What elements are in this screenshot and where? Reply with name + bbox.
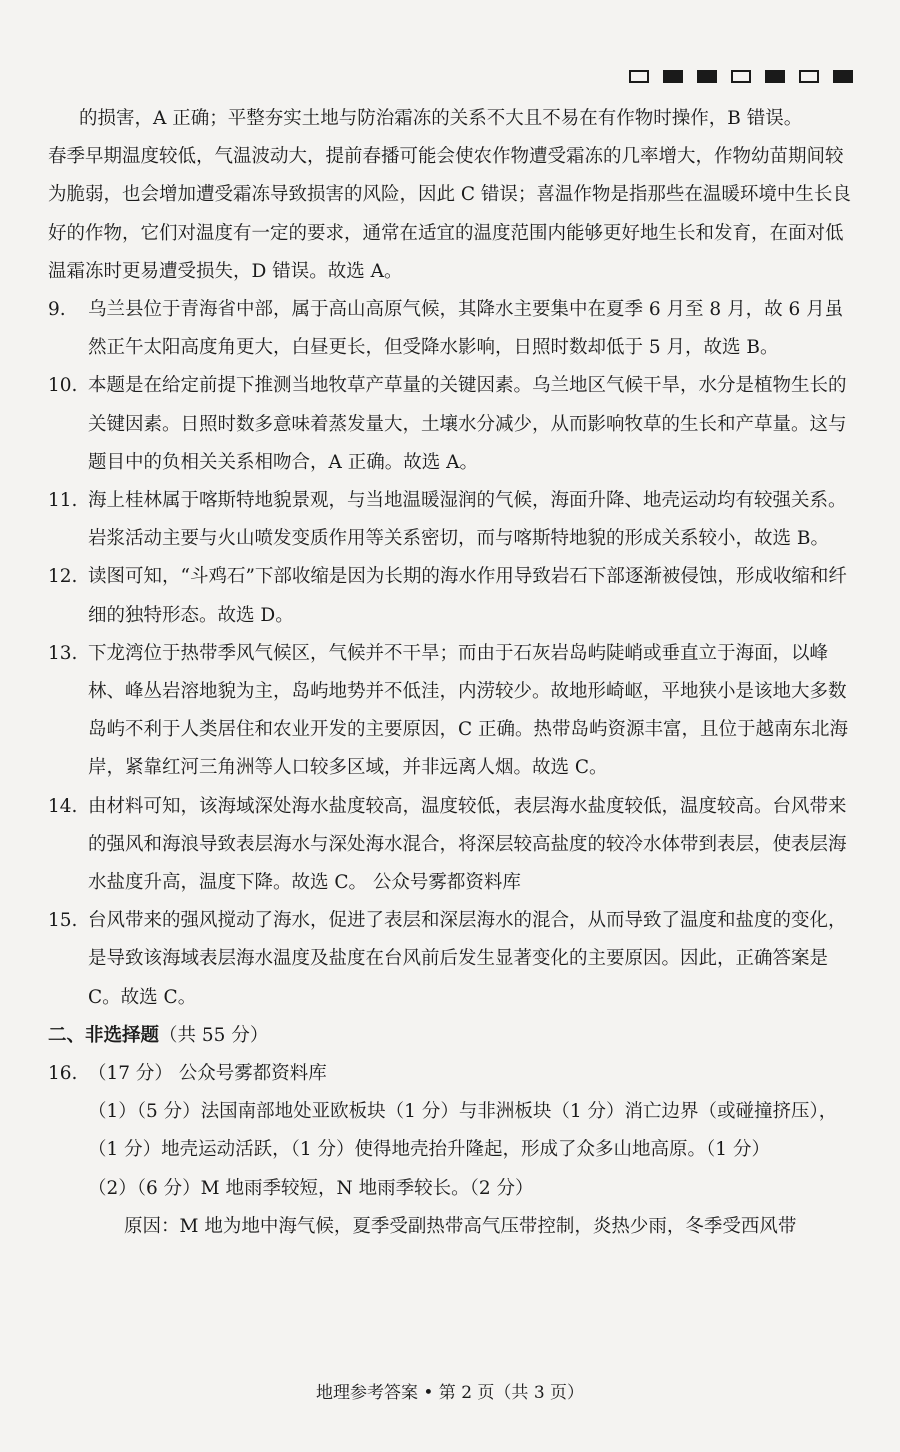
header-marks [629,70,853,83]
question-11 [48,482,858,558]
question-9 [48,291,858,367]
question-number: 16. [48,1063,78,1085]
section-subtitle: （共 55 分） [159,1024,269,1046]
question-16 [48,1055,858,1093]
question-16-part-2: （2）（6 分）M 地雨季较短，N 地雨季较长。（2 分） [88,1177,534,1199]
answer-content [48,100,858,1246]
question-12 [48,558,858,634]
filled-square-mark [663,70,683,83]
continuation-paragraph: 春季早期温度较低，气温波动大，提前春播可能会使农作物遭受霜冻的几率增大，作物幼苗期间较为脆弱，也会增加遭受霜冻导致损害的风险，因此 C 错误；喜温作物是指那些在温暖环境中生长良好的作物，它们对温度有一定的要求，通常在适宜的温度范围内能够更好地生长和发育，在面对低温霜冻时更易遭受损失，D 错误。故选 A。 [48,146,851,282]
question-number: 10. [48,375,78,397]
question-text: 读图可知，“斗鸡石”下部收缩是因为长期的海水作用导致岩石下部逐渐被侵蚀，形成收缩和纤细的独特形态。故选 D。 [88,566,847,626]
question-10 [48,367,858,482]
question-15 [48,902,858,1017]
question-number: 9. [48,299,66,321]
continuation-line-1: 的损害，A 正确；平整夯实土地与防治霜冻的关系不大且不易在有作物时操作，B 错误。 [79,108,803,129]
question-14 [48,788,858,903]
hollow-square-mark [629,70,649,83]
question-number: 15. [48,910,78,932]
question-number: 11. [48,490,78,512]
question-16-part-1: （1）（5 分）法国南部地处亚欧板块（1 分）与非洲板块（1 分）消亡边界（或碰撞挤压），（1 分）地壳运动活跃，（1 分）使得地壳抬升隆起，形成了众多山地高原。（1 分） [88,1101,838,1161]
question-text: 乌兰县位于青海省中部，属于高山高原气候，其降水主要集中在夏季 6 月至 8 月，故 6 月虽然正午太阳高度角更大，白昼更长，但受降水影响，日照时数却低于 5 月，故选 B。 [88,299,844,359]
section-title: 二、非选择题 [48,1024,160,1046]
section-heading [48,1017,858,1055]
question-number: 14. [48,795,78,817]
question-13 [48,635,858,788]
question-text: 由材料可知，该海域深处海水盐度较高，温度较低，表层海水盐度较低，温度较高。台风带来的强风和海浪导致表层海水与深处海水混合，将深层较高盐度的较冷水体带到表层，使表层海水盐度升高，温度下降。故选 C。 公众号雾都资料库 [88,795,847,894]
page-footer: 地理参考答案 • 第 2 页（共 3 页） [315,1383,585,1403]
question-16-reason: 原因：M 地为地中海气候，夏季受副热带高气压带控制，炎热少雨，冬季受西风带 [124,1215,797,1237]
question-text: 本题是在给定前提下推测当地牧草产草量的关键因素。乌兰地区气候干旱，水分是植物生长的关键因素。日照时数多意味着蒸发量大，土壤水分减少，从而影响牧草的生长和产草量。这与题目中的负相关关系相吻合，A 正确。故选 A。 [88,375,847,473]
question-text: 台风带来的强风搅动了海水，促进了表层和深层海水的混合，从而导致了温度和盐度的变化，是导致该海域表层海水温度及盐度在台风前后发生显著变化的主要原因。因此，正确答案是 C。故选 C。 [88,910,847,1008]
filled-square-mark [697,70,717,83]
hollow-square-mark [731,70,751,83]
hollow-square-mark [799,70,819,83]
question-number: 12. [48,566,78,588]
question-head: （17 分） 公众号雾都资料库 [88,1063,327,1085]
question-number: 13. [48,642,78,664]
filled-square-mark [833,70,853,83]
filled-square-mark [765,70,785,83]
question-text: 海上桂林属于喀斯特地貌景观，与当地温暖湿润的气候，海面升降、地壳运动均有较强关系。岩浆活动主要与火山喷发变质作用等关系密切，而与喀斯特地貌的形成关系较小，故选 B。 [88,490,847,550]
question-text: 下龙湾位于热带季风气候区，气候并不干旱；而由于石灰岩岛屿陡峭或垂直立于海面，以峰林、峰丛岩溶地貌为主，岛屿地势并不低洼，内涝较少。故地形崎岖，平地狭小是该地大多数岛屿不利于人类居住和农业开发的主要原因，C 正确。热带岛屿资源丰富，且位于越南东北海岸，紧靠红河三角洲等人口较多区域，并非远离人烟。故选 C。 [88,642,849,779]
